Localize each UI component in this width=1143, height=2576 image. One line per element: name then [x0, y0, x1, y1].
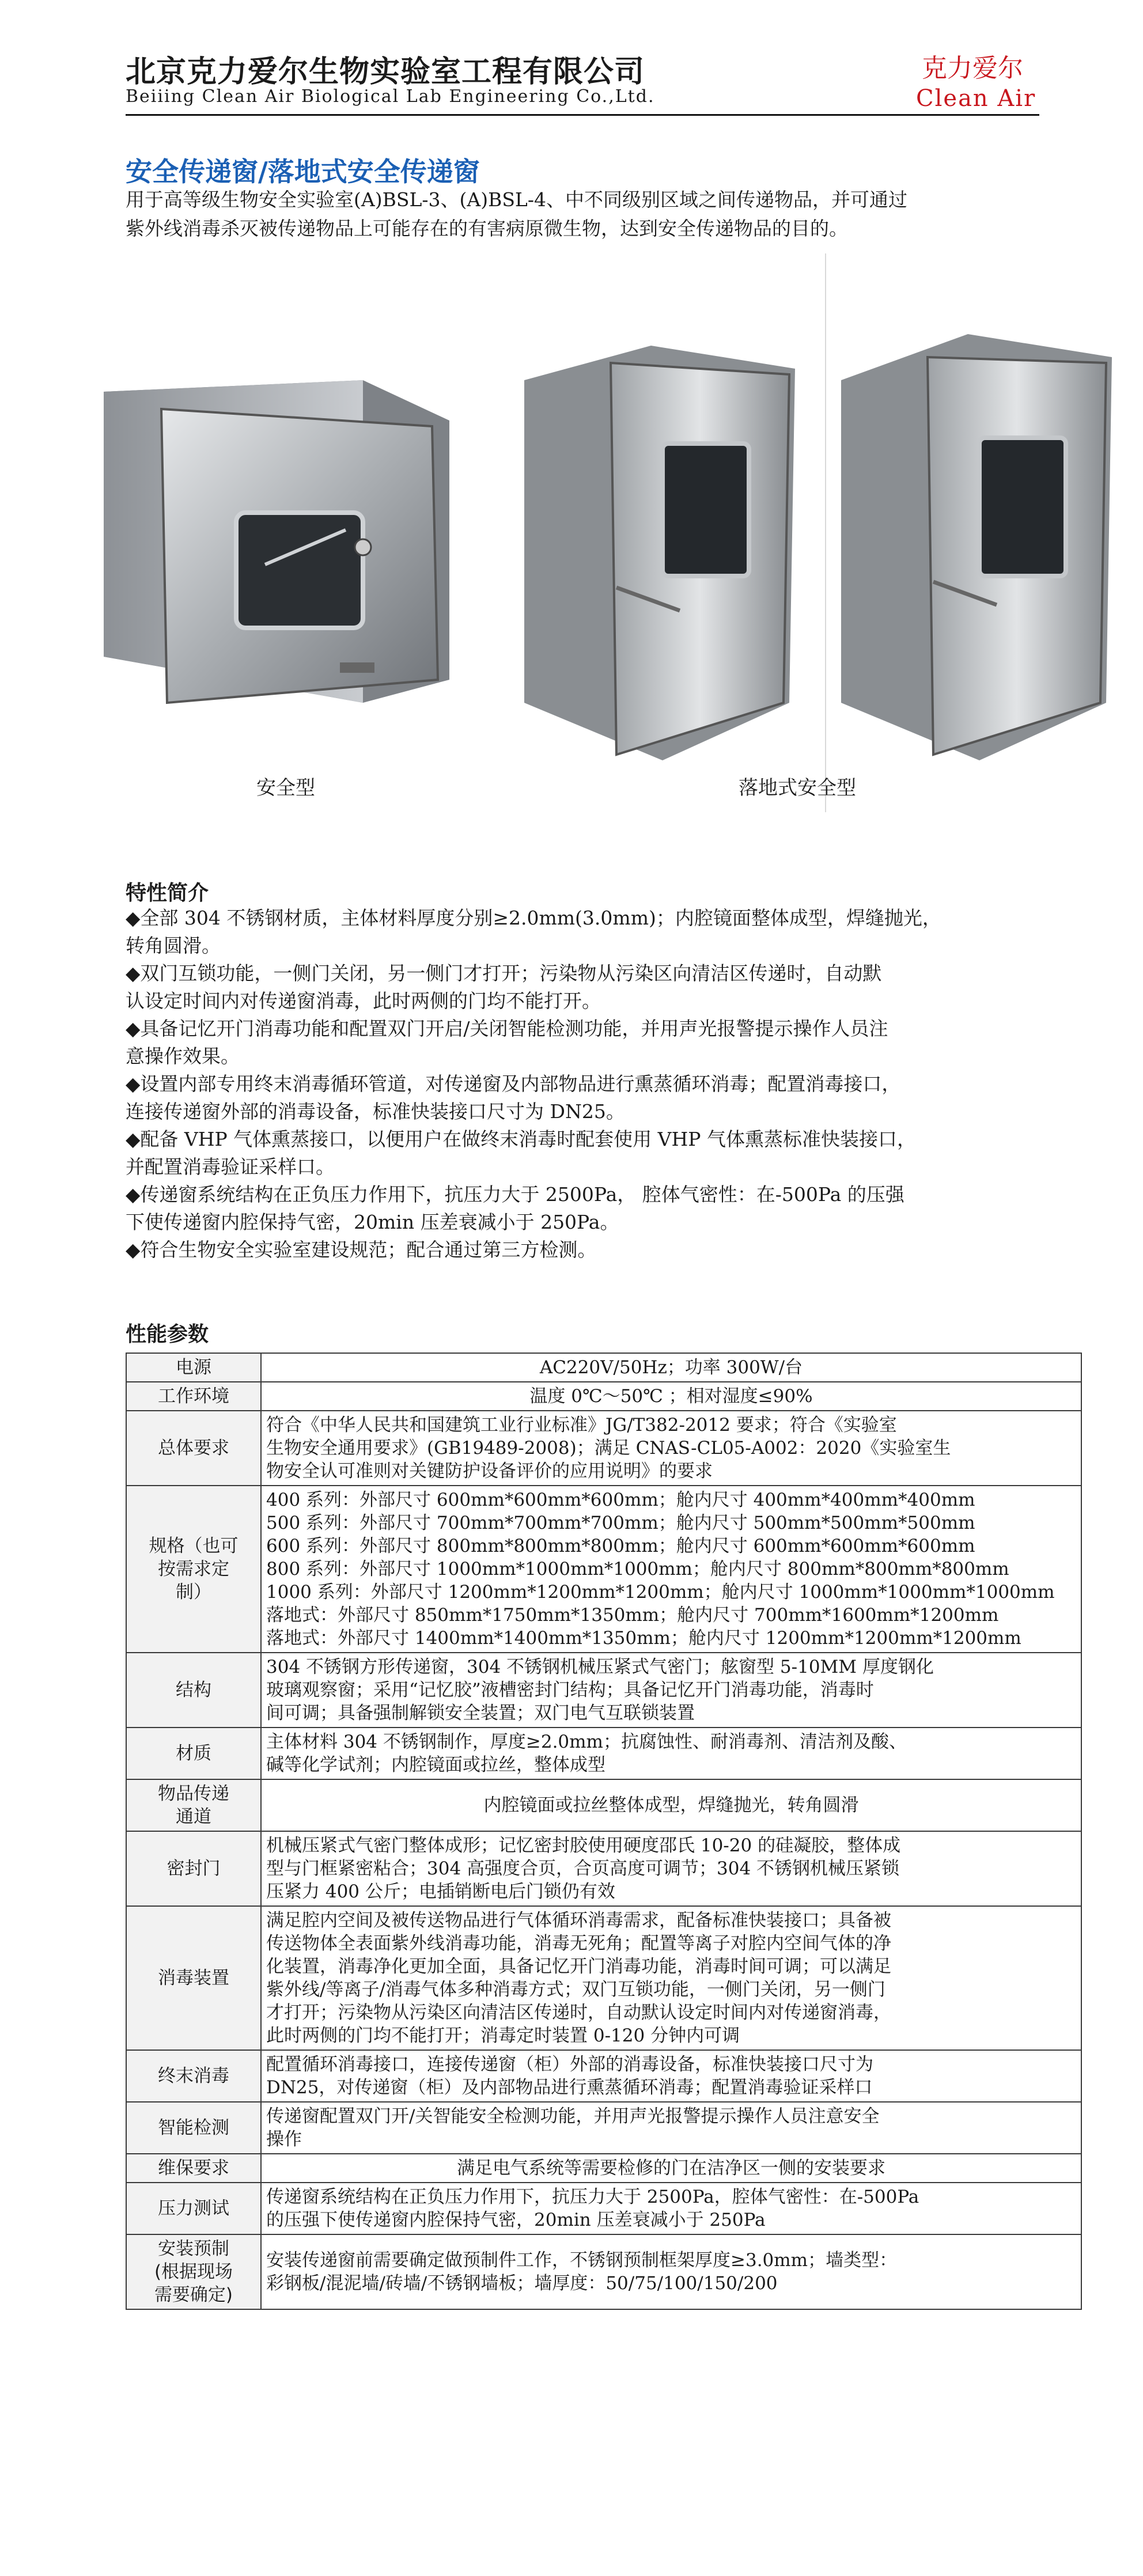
spec-key: 规格（也可 按需求定 制） [126, 1486, 261, 1653]
spec-value: 304 不锈钢方形传递窗，304 不锈钢机械压紧式气密门；舷窗型 5-10MM 厚度钢化 玻璃观察窗；采用“记忆胶”液槽密封门结构；具备记忆开门消毒功能，消毒时 间可调；具备强制解锁安全装置；双门电气互联锁装置 [261, 1653, 1081, 1728]
company-name-cn: 北京克力爱尔生物实验室工程有限公司 [126, 55, 645, 89]
spec-key: 总体要求 [126, 1411, 261, 1486]
spec-value: 内腔镜面或拉丝整体成型，焊缝抛光，转角圆滑 [261, 1779, 1081, 1831]
spec-row [126, 1831, 1081, 1906]
feature-line: 意操作效果。 [126, 1045, 240, 1067]
spec-value: 配置循环消毒接口，连接传递窗（柜）外部的消毒设备，标准快装接口尺寸为 DN25，对传递窗（柜）及内部物品进行熏蒸循环消毒；配置消毒验证采样口 [261, 2050, 1081, 2102]
spec-key: 压力测试 [126, 2183, 261, 2234]
feature-line: ◆传递窗系统结构在正负压力作用下，抗压力大于 2500Pa， 腔体气密性：在-500Pa 的压强 [126, 1183, 904, 1206]
spec-value: 符合《中华人民共和国建筑工业行业标准》JG/T382-2012 要求；符合《实验室 生物安全通用要求》(GB19489-2008)；满足 CNAS-CL05-A002：2020《实验室生 物安全认可准则对关键防护设备评价的应用说明》的要求 [261, 1411, 1081, 1486]
spec-value: 400 系列：外部尺寸 600mm*600mm*600mm；舱内尺寸 400mm*400mm*400mm 500 系列：外部尺寸 700mm*700mm*700mm；舱内尺寸 500mm*500mm*500mm 600 系列：外部尺寸 800mm*800mm*800mm；舱内尺寸 600mm*600mm*600mm 800 系列：外部尺寸 1000mm*1000mm*1000mm；舱内尺寸 800mm*800mm*800mm 1000 系列：外部尺寸 1200mm*1200mm*1200mm；舱内尺寸 1000mm*1000mm*1000mm 落地式：外部尺寸 850mm*1750mm*1350mm；舱内尺寸 700mm*1600mm*1200mm 落地式：外部尺寸 1400mm*1400mm*1350mm；舱内尺寸 1200mm*1200mm*1200mm [261, 1486, 1081, 1653]
spec-value: 传递窗系统结构在正负压力作用下，抗压力大于 2500Pa，腔体气密性：在-500Pa 的压强下使传递窗内腔保持气密，20min 压差衰减小于 250Pa [261, 2183, 1081, 2234]
spec-value: AC220V/50Hz；功率 300W/台 [261, 1353, 1081, 1382]
feature-line: 认设定时间内对传递窗消毒，此时两侧的门均不能打开。 [126, 990, 601, 1012]
feature-line: ◆符合生物安全实验室建设规范；配合通过第三方检测。 [126, 1238, 597, 1261]
feature-line: ◆配备 VHP 气体熏蒸接口，以便用户在做终末消毒时配套使用 VHP 气体熏蒸标准快装接口， [126, 1128, 916, 1150]
spec-row [126, 2102, 1081, 2154]
header-divider [126, 114, 1039, 116]
spec-row [126, 1728, 1081, 1779]
company-name-en: Beiiing Clean Air Biological Lab Engineering Co.,Ltd. [126, 86, 655, 107]
spec-key: 结构 [126, 1653, 261, 1728]
spec-row [126, 1653, 1081, 1728]
spec-value: 满足电气系统等需要检修的门在洁净区一侧的安装要求 [261, 2154, 1081, 2183]
intro-line: 用于高等级生物安全实验室(A)BSL-3、(A)BSL-4、中不同级别区域之间传递物品，并可通过 [126, 188, 907, 211]
feature-line: ◆设置内部专用终末消毒循环管道，对传递窗及内部物品进行熏蒸循环消毒；配置消毒接口， [126, 1073, 901, 1095]
feature-line: ◆双门互锁功能，一侧门关闭，另一侧门才打开；污染物从污染区向清洁区传递时，自动默 [126, 962, 882, 984]
spec-value: 主体材料 304 不锈钢制作，厚度≥2.0mm；抗腐蚀性、耐消毒剂、清洁剂及酸、 碱等化学试剂；内腔镜面或拉丝，整体成型 [261, 1728, 1081, 1779]
caption-floor-safety-type: 落地式安全型 [739, 776, 856, 800]
spec-row [126, 1486, 1081, 1653]
features-heading: 特性简介 [126, 881, 209, 905]
spec-row [126, 1411, 1081, 1486]
spec-row [126, 1382, 1081, 1411]
feature-line: 连接传递窗外部的消毒设备，标准快装接口尺寸为 DN25。 [126, 1100, 625, 1123]
spec-key: 消毒装置 [126, 1906, 261, 2050]
spec-table [126, 1353, 1082, 2310]
spec-row [126, 2183, 1081, 2234]
spec-value: 温度 0℃～50℃ ；相对湿度≤90% [261, 1382, 1081, 1411]
spec-key: 工作环境 [126, 1382, 261, 1411]
spec-value: 安装传递窗前需要确定做预制件工作，不锈钢预制框架厚度≥3.0mm；墙类型： 彩钢板/混泥墙/砖墙/不锈钢墙板；墙厚度：50/75/100/150/200 [261, 2234, 1081, 2309]
spec-row [126, 1779, 1081, 1831]
spec-key: 智能检测 [126, 2102, 261, 2154]
feature-line: 下使传递窗内腔保持气密，20min 压差衰减小于 250Pa。 [126, 1211, 619, 1233]
spec-key: 物品传递 通道 [126, 1779, 261, 1831]
spec-row [126, 2234, 1081, 2309]
spec-key: 密封门 [126, 1831, 261, 1906]
intro-line: 紫外线消毒杀灭被传递物品上可能存在的有害病原微生物，达到安全传递物品的目的。 [126, 217, 848, 240]
safety-pass-box-image [92, 357, 461, 726]
feature-line: 并配置消毒验证采样口。 [126, 1156, 335, 1178]
section-title: 安全传递窗/落地式安全传递窗 [126, 156, 480, 187]
floor-pass-box-image-2 [818, 300, 1118, 772]
spec-row [126, 2154, 1081, 2183]
spec-value: 传递窗配置双门开/关智能安全检测功能，并用声光报警提示操作人员注意安全 操作 [261, 2102, 1081, 2154]
brand-name-en: Clean Air [916, 85, 1036, 112]
spec-heading: 性能参数 [126, 1323, 209, 1346]
spec-value: 满足腔内空间及被传送物品进行气体循环消毒需求，配备标准快装接口；具备被 传送物体全表面紫外线消毒功能，消毒无死角；配置等离子对腔内空间气体的净 化装置，消毒净化更加全面，具备记忆开门消毒功能，消毒时间可调；可以满足 紫外线/等离子/消毒气体多种消毒方式；双门互锁功能，一侧门关闭，另一侧门 才打开；污染物从污染区向清洁区传递时，自动默认设定时间内对传递窗消毒， 此时两侧的门均不能打开；消毒定时装置 0-120 分钟内可调 [261, 1906, 1081, 2050]
spec-key: 维保要求 [126, 2154, 261, 2183]
feature-line: ◆全部 304 不锈钢材质，主体材料厚度分别≥2.0mm(3.0mm)；内腔镜面整体成型，焊缝抛光， [126, 907, 941, 929]
feature-line: 转角圆滑。 [126, 934, 221, 957]
spec-row [126, 1906, 1081, 2050]
brand-name-cn: 克力爱尔 [922, 54, 1023, 83]
spec-value: 机械压紧式气密门整体成形；记忆密封胶使用硬度邵氏 10-20 的硅凝胶，整体成 型与门框紧密粘合；304 高强度合页，合页高度可调节；304 不锈钢机械压紧锁 压紧力 400 公斤；电插销断电后门锁仍有效 [261, 1831, 1081, 1906]
spec-row [126, 2050, 1081, 2102]
floor-pass-box-image-1 [501, 300, 801, 772]
spec-key: 安装预制 (根据现场 需要确定) [126, 2234, 261, 2309]
spec-key: 电源 [126, 1353, 261, 1382]
spec-key: 材质 [126, 1728, 261, 1779]
caption-safety-type: 安全型 [256, 776, 315, 800]
spec-row [126, 1353, 1081, 1382]
spec-key: 终末消毒 [126, 2050, 261, 2102]
feature-line: ◆具备记忆开门消毒功能和配置双门开启/关闭智能检测功能，并用声光报警提示操作人员注 [126, 1017, 888, 1040]
